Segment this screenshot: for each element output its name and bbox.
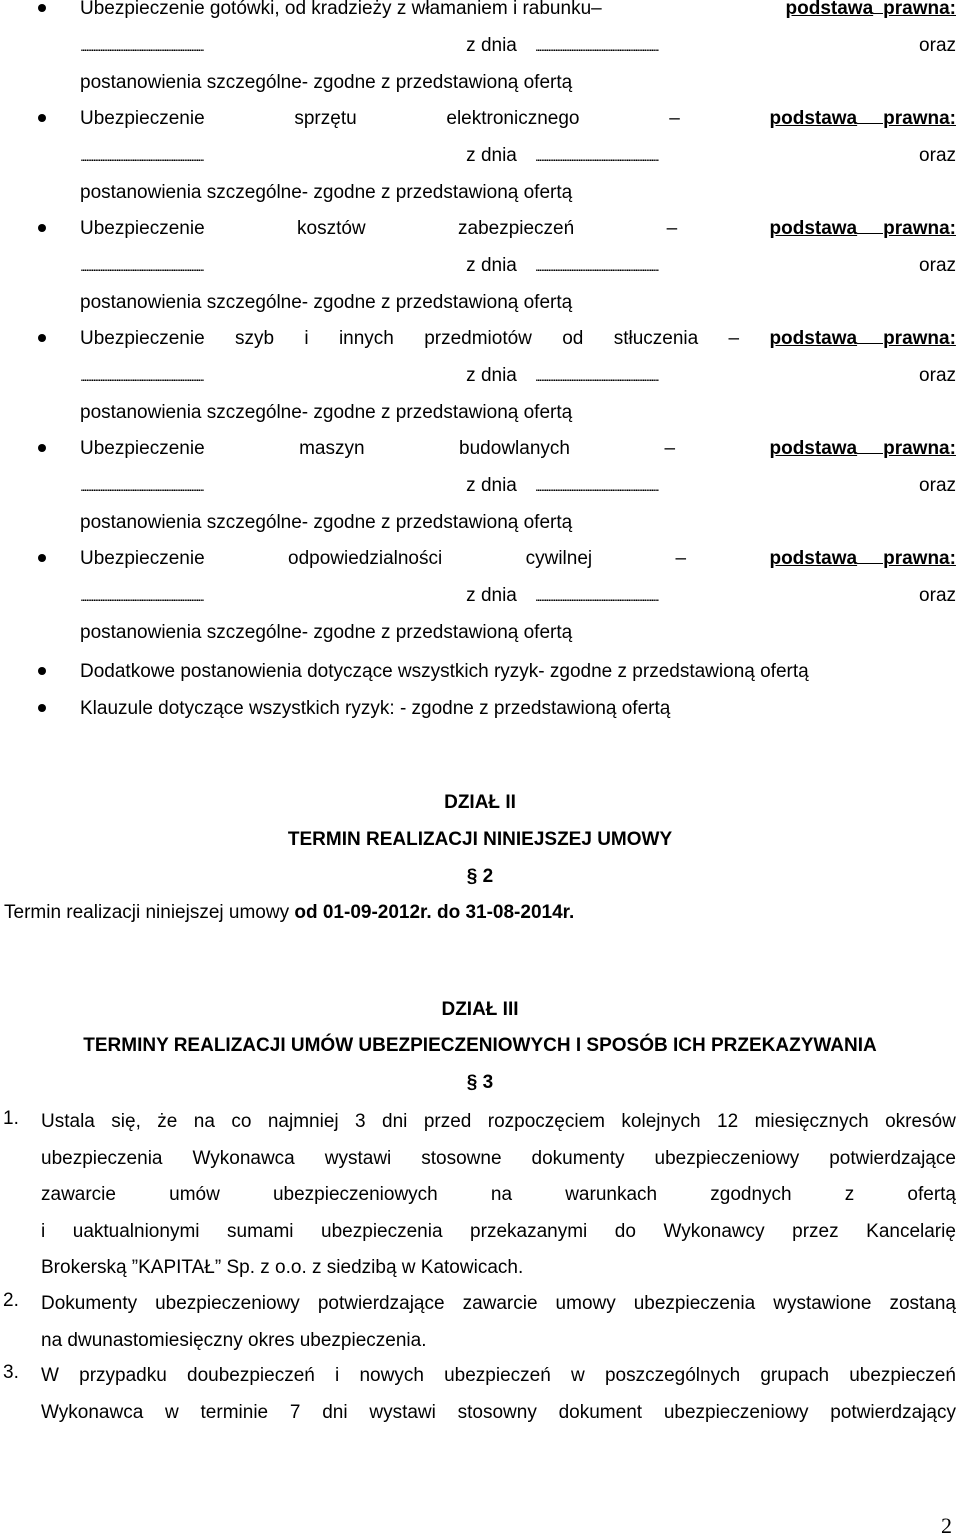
underline-gap	[857, 105, 883, 124]
coverage-title-word: Ubezpieczenie	[80, 438, 205, 459]
word: przypadku	[79, 1365, 167, 1386]
word: zgodnych	[710, 1184, 792, 1205]
coverage-item	[80, 545, 956, 656]
coverage-title-word: Ubezpieczenie	[80, 218, 205, 239]
word: warunkach	[565, 1184, 658, 1205]
section-2-subtitle: TERMIN REALIZACJI NINIEJSZEJ UMOWY	[287, 829, 673, 850]
legal-basis-label	[786, 0, 956, 32]
word: i	[41, 1220, 46, 1242]
date-connector: z dnia	[466, 145, 517, 166]
legal-basis-label	[769, 435, 955, 472]
legal-basis-word: podstawa	[785, 0, 874, 19]
word: stosowny	[457, 1401, 537, 1423]
word: ubezpieczeniowych	[272, 1184, 438, 1205]
word: poszczególnych	[604, 1365, 741, 1386]
coverage-title-word: Ubezpieczenie	[80, 548, 205, 569]
legal-basis-word: prawna:	[883, 548, 956, 569]
word: grupach	[760, 1365, 830, 1386]
word: że	[157, 1111, 178, 1132]
word: nowych	[359, 1365, 424, 1386]
coverage-title-line	[80, 215, 956, 252]
point-line	[41, 1218, 956, 1255]
coverage-title-line	[80, 0, 956, 32]
clauses-text: Klauzule dotyczące wszystkich ryzyk: - zgodne z przedstawioną ofertą	[80, 698, 671, 719]
bullet-dot	[38, 224, 46, 232]
blank-fill-dots	[80, 472, 460, 500]
legal-basis-word: prawna:	[883, 218, 956, 239]
word: i	[335, 1365, 340, 1386]
legal-basis-word: prawna:	[883, 0, 956, 19]
legal-basis-label	[769, 325, 955, 362]
word: potwierdzający	[830, 1401, 956, 1423]
word: umów	[169, 1184, 220, 1205]
date-fill-line	[80, 472, 956, 509]
coverage-title-word: innych	[338, 328, 394, 349]
legal-basis-label	[770, 215, 956, 252]
coverage-title-word: Ubezpieczenie gotówki, od kradzieży z włamaniem i rabunku–	[80, 0, 602, 19]
legal-basis-word: podstawa	[769, 438, 858, 459]
numbered-point-3	[0, 1362, 956, 1435]
coverage-title-line	[80, 325, 956, 362]
word: Wykonawcy	[663, 1220, 765, 1242]
word: umowy	[555, 1293, 616, 1314]
blank-fill-dots	[535, 142, 915, 170]
blank-fill-dots	[535, 362, 915, 390]
coverage-title-word: budowlanych	[459, 438, 570, 459]
coverage-title-word: kosztów	[297, 218, 366, 239]
legal-basis-word: podstawa	[769, 548, 858, 569]
coverage-item	[80, 325, 956, 436]
point-line	[41, 1290, 956, 1327]
blank-fill-dots	[535, 582, 915, 610]
word: Dokumenty	[41, 1293, 138, 1314]
date-tail: oraz	[919, 145, 957, 166]
word: Kancelarię	[866, 1220, 956, 1242]
coverage-title-word: –	[728, 328, 740, 349]
legal-basis-word: podstawa	[769, 328, 858, 349]
legal-basis-label	[770, 105, 956, 142]
point-text	[41, 1362, 956, 1435]
bullet-dot	[38, 114, 46, 122]
point-line: Brokerską ”KAPITAŁ” Sp. z o.o. z siedzibą w Katowicach.	[41, 1257, 524, 1278]
date-fill-line	[80, 252, 956, 289]
word: dokument	[558, 1401, 643, 1423]
bullet-clauses	[80, 695, 670, 722]
date-tail: oraz	[919, 475, 957, 496]
word: w	[571, 1365, 585, 1386]
special-provisions-line: postanowienia szczególne- zgodne z przedstawioną ofertą	[80, 402, 573, 423]
coverage-item	[80, 0, 956, 106]
legal-basis-word: prawna:	[883, 438, 956, 459]
date-tail: oraz	[919, 255, 957, 276]
blank-fill-dots	[535, 32, 915, 60]
word: ubezpieczenia	[41, 1147, 163, 1169]
point-number: 1.	[3, 1108, 19, 1129]
blank-fill-dots	[80, 582, 460, 610]
section-3-paragraph-mark: § 3	[466, 1072, 494, 1093]
coverage-title-word: –	[664, 438, 676, 459]
section-3-title: DZIAŁ III	[441, 999, 519, 1020]
word: do	[614, 1220, 636, 1242]
word: zawarcie	[462, 1293, 538, 1314]
word: ubezpieczeń	[849, 1365, 956, 1386]
word: co	[231, 1111, 252, 1132]
word: ubezpieczeniowy	[654, 1147, 800, 1169]
word: dokumenty	[531, 1147, 625, 1169]
coverage-title-word: cywilnej	[525, 548, 593, 569]
word: na	[193, 1111, 215, 1132]
word: ubezpieczeń	[444, 1365, 551, 1386]
numbered-point-1	[0, 1108, 956, 1291]
special-provisions-line: postanowienia szczególne- zgodne z przedstawioną ofertą	[80, 512, 573, 533]
term-prefix: Termin realizacji niniejszej umowy	[4, 902, 295, 923]
coverage-title-word: zabezpieczeń	[458, 218, 575, 239]
coverage-title-word: i	[304, 328, 309, 349]
date-tail: oraz	[919, 35, 957, 56]
extra-provisions-text: Dodatkowe postanowienia dotyczące wszystkich ryzyk- zgodne z przedstawioną ofertą	[80, 661, 809, 682]
date-fill-line	[80, 362, 956, 399]
coverage-item	[80, 435, 956, 546]
point-number: 3.	[3, 1362, 19, 1383]
date-connector: z dnia	[466, 585, 517, 606]
term-dates: od 01-09-2012r. do 31-08-2014r.	[294, 902, 575, 923]
legal-basis-word: podstawa	[769, 218, 858, 239]
bullet-dot	[38, 4, 46, 12]
coverage-title-word: maszyn	[299, 438, 365, 459]
coverage-title-line	[80, 435, 956, 472]
word: z	[844, 1184, 855, 1205]
date-connector: z dnia	[466, 255, 517, 276]
point-line	[41, 1399, 956, 1436]
section-3-subtitle: TERMINY REALIZACJI UMÓW UBEZPIECZENIOWYCH I SPOSÓB ICH PRZEKAZYWANIA	[83, 1035, 877, 1056]
word: miesięcznych	[754, 1111, 869, 1132]
word: rozpoczęciem	[487, 1111, 605, 1132]
word: przekazanymi	[470, 1220, 588, 1242]
coverage-title-word: Ubezpieczenie	[80, 108, 205, 129]
word: ubezpieczeniowy	[663, 1401, 809, 1423]
date-tail: oraz	[919, 585, 957, 606]
point-line: na dwunastomiesięczny okres ubezpieczenia.	[41, 1329, 427, 1351]
word: ubezpieczenia	[633, 1293, 756, 1314]
bullet-dot	[38, 444, 46, 452]
underline-gap	[857, 545, 883, 564]
blank-fill-dots	[80, 142, 460, 170]
special-provisions-line: postanowienia szczególne- zgodne z przedstawioną ofertą	[80, 182, 573, 203]
word: przed	[423, 1111, 472, 1132]
date-fill-line	[80, 142, 956, 179]
word: doubezpieczeń	[187, 1365, 315, 1386]
coverage-title-word: od	[562, 328, 584, 349]
coverage-title-word: odpowiedzialności	[288, 548, 443, 569]
bullet-dot	[38, 554, 46, 562]
coverage-title-line	[80, 105, 956, 142]
underline-gap	[857, 435, 883, 454]
word: Wykonawca	[41, 1401, 144, 1423]
word: dni	[382, 1111, 408, 1132]
word: 7	[289, 1401, 301, 1423]
word: uaktualnionymi	[72, 1220, 200, 1242]
underline-gap	[873, 0, 883, 14]
coverage-title-line	[80, 545, 956, 582]
special-provisions-line: postanowienia szczególne- zgodne z przedstawioną ofertą	[80, 292, 573, 313]
section-2-title: DZIAŁ II	[444, 792, 516, 813]
point-line	[41, 1181, 956, 1218]
word: wystawi	[369, 1401, 436, 1423]
point-text	[41, 1108, 956, 1291]
bullet-dot	[38, 334, 46, 342]
date-fill-line	[80, 32, 956, 69]
special-provisions-line: postanowienia szczególne- zgodne z przedstawioną ofertą	[80, 622, 573, 643]
blank-fill-dots	[535, 472, 915, 500]
word: ubezpieczeniowy	[155, 1293, 300, 1314]
point-line	[41, 1145, 956, 1182]
bullet-dot	[38, 704, 46, 712]
word: w	[165, 1401, 179, 1423]
blank-fill-dots	[80, 252, 460, 280]
underline-gap	[857, 215, 883, 234]
bullet-dot	[38, 667, 46, 675]
word: Ustala	[41, 1111, 95, 1132]
coverage-item	[80, 105, 956, 216]
legal-basis-word: prawna:	[883, 108, 956, 129]
date-connector: z dnia	[466, 365, 517, 386]
word: potwierdzające	[317, 1293, 445, 1314]
date-tail: oraz	[919, 365, 957, 386]
bullet-extra-provisions	[80, 658, 809, 685]
coverage-title-word: Ubezpieczenie	[80, 328, 205, 349]
underline-gap	[857, 325, 883, 344]
word: okresów	[885, 1111, 956, 1132]
coverage-title-word: przedmiotów	[424, 328, 532, 349]
word: stosowne	[421, 1147, 502, 1169]
section-2-paragraph-mark: § 2	[466, 866, 494, 887]
coverage-item	[80, 215, 956, 326]
special-provisions-line: postanowienia szczególne- zgodne z przedstawioną ofertą	[80, 72, 573, 93]
date-connector: z dnia	[466, 35, 517, 56]
section-2-term-text	[4, 902, 574, 924]
coverage-title-word: stłuczenia	[613, 328, 699, 349]
word: zostaną	[889, 1293, 956, 1314]
word: zawarcie	[41, 1184, 116, 1205]
point-line	[41, 1108, 956, 1145]
coverage-title-word: elektronicznego	[446, 108, 580, 129]
coverage-title-word: szyb	[234, 328, 275, 349]
word: na	[490, 1184, 513, 1205]
point-line	[41, 1362, 956, 1399]
word: przez	[792, 1220, 839, 1242]
word: sumami	[227, 1220, 294, 1242]
word: Wykonawca	[192, 1147, 295, 1169]
point-text	[41, 1290, 956, 1363]
word: kolejnych	[621, 1111, 701, 1132]
legal-basis-label	[769, 545, 955, 582]
word: ofertą	[907, 1184, 956, 1205]
coverage-title-word: sprzętu	[294, 108, 357, 129]
word: 3	[355, 1111, 366, 1132]
word: 12	[717, 1111, 739, 1132]
word: wystawi	[324, 1147, 392, 1169]
point-number: 2.	[3, 1290, 19, 1311]
blank-fill-dots	[80, 362, 460, 390]
legal-basis-word: prawna:	[883, 328, 956, 349]
word: W	[41, 1365, 59, 1386]
word: się,	[111, 1111, 141, 1132]
blank-fill-dots	[535, 252, 915, 280]
word: dni	[322, 1401, 348, 1423]
coverage-title-word: –	[666, 218, 678, 239]
word: wystawione	[773, 1293, 872, 1314]
page-number: 2	[941, 1513, 952, 1538]
blank-fill-dots	[80, 32, 460, 60]
word: potwierdzające	[829, 1147, 956, 1169]
word: ubezpieczenia	[321, 1220, 443, 1242]
date-fill-line	[80, 582, 956, 619]
coverage-title-word: –	[675, 548, 687, 569]
date-connector: z dnia	[466, 475, 517, 496]
coverage-title-word: –	[669, 108, 680, 129]
word: najmniej	[267, 1111, 339, 1132]
word: terminie	[200, 1401, 269, 1423]
legal-basis-word: podstawa	[769, 108, 858, 129]
numbered-point-2	[0, 1290, 956, 1363]
